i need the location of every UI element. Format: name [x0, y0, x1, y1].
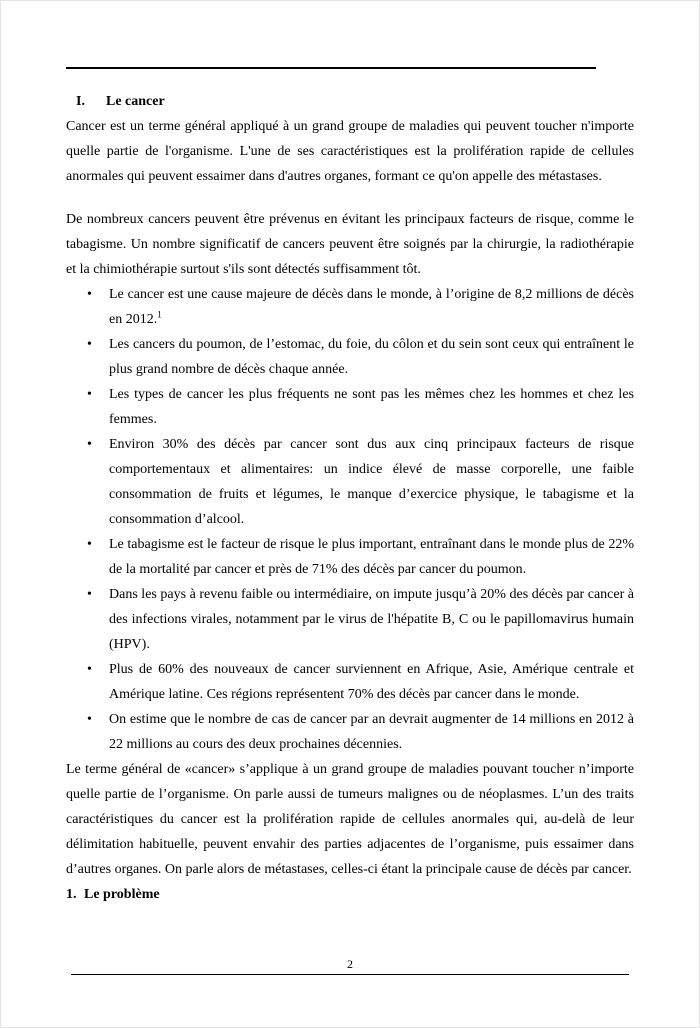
bullet-text: Plus de 60% des nouveaux de cancer surviennent en Afrique, Asie, Amérique centrale et Amérique latine. Ces régions représentent 70% des décès par cancer dans le monde. [109, 662, 634, 702]
bullet-text: Environ 30% des décès par cancer sont dus aux cinq principaux facteurs de risque comportementaux et alimentaires: un indice élevé de masse corporelle, une faible consommation de fruits et légumes, le manque d’exercice physique, le tabagisme et la consommation d’alcool. [109, 437, 634, 527]
heading-number: I. [76, 94, 85, 109]
heading-le-probleme [66, 882, 634, 907]
bullet-item-infections [66, 582, 634, 657]
paragraph-intro: Cancer est un terme général appliqué à un grand groupe de maladies qui peuvent toucher n'importe quelle partie de l'organisme. L'une de ses caractéristiques est la prolifération rapide de cellules anormales qui peuvent essaimer dans d'autres organes, formant ce qu'on appelle des métastases. [66, 119, 634, 184]
bullet-text: Le tabagisme est le facteur de risque le plus important, entraînant dans le monde plus de 22% de la mortalité par cancer et près de 71% des décès par cancer du poumon. [109, 537, 634, 577]
bullet-text: Dans les pays à revenu faible ou intermédiaire, on impute jusqu’à 20% des décès par cancer à des infections virales, notamment par le virus de l'hépatite B, C ou le papillomavirus humain (HPV). [109, 587, 634, 652]
bullet-item-projection [66, 707, 634, 757]
bullet-item-regions [66, 657, 634, 707]
bullet-item-tabagisme [66, 532, 634, 582]
bullet-item-deaths-2012 [66, 282, 634, 332]
paragraph-definition: Le terme général de «cancer» s’applique à un grand groupe de maladies pouvant toucher n’importe quelle partie de l’organisme. On parle aussi de tumeurs malignes ou de néoplasmes. L’un des traits caractéristiques du cancer est la prolifération rapide de cellules anormales qui, au-delà de leur délimitation habituelle, peuvent envahir des parties adjacentes de l’organisme, puis essaimer dans d’autres organes. On parle alors de métastases, celles-ci étant la principale cause de décès par cancer. [66, 762, 634, 877]
heading-label: Le problème [84, 887, 160, 902]
document-body [66, 89, 634, 907]
bullet-text: Les cancers du poumon, de l’estomac, du foie, du côlon et du sein sont ceux qui entraînent le plus grand nombre de décès chaque année. [109, 337, 634, 377]
paragraph-prevention: De nombreux cancers peuvent être prévenus en évitant les principaux facteurs de risque, comme le tabagisme. Un nombre significatif de cancers peuvent être soignés par la chirurgie, la radiothérapie et la chimiothérapie surtout s'ils sont détectés suffisamment tôt. [66, 212, 634, 277]
header-rule [66, 67, 596, 69]
heading-label: Le cancer [106, 94, 165, 109]
page-footer [71, 957, 629, 975]
bullet-text: On estime que le nombre de cas de cancer par an devrait augmenter de 14 millions en 2012 à 22 millions au cours des deux prochaines décennies. [109, 712, 634, 752]
page-number: 2 [347, 957, 353, 971]
footer-rule [71, 974, 629, 975]
footnote-reference[interactable]: 1 [157, 309, 162, 320]
bullet-list [66, 282, 634, 757]
bullet-text: Les types de cancer les plus fréquents ne sont pas les mêmes chez les hommes et chez les femmes. [109, 387, 634, 427]
bullet-item-risk-factors [66, 432, 634, 532]
heading-number: 1. [66, 887, 77, 902]
bullet-text: Le cancer est une cause majeure de décès dans le monde, à l’origine de 8,2 millions de décès en 2012. [109, 287, 634, 327]
bullet-item-men-women [66, 382, 634, 432]
heading-le-cancer [66, 89, 634, 114]
bullet-item-cancer-types-deaths [66, 332, 634, 382]
